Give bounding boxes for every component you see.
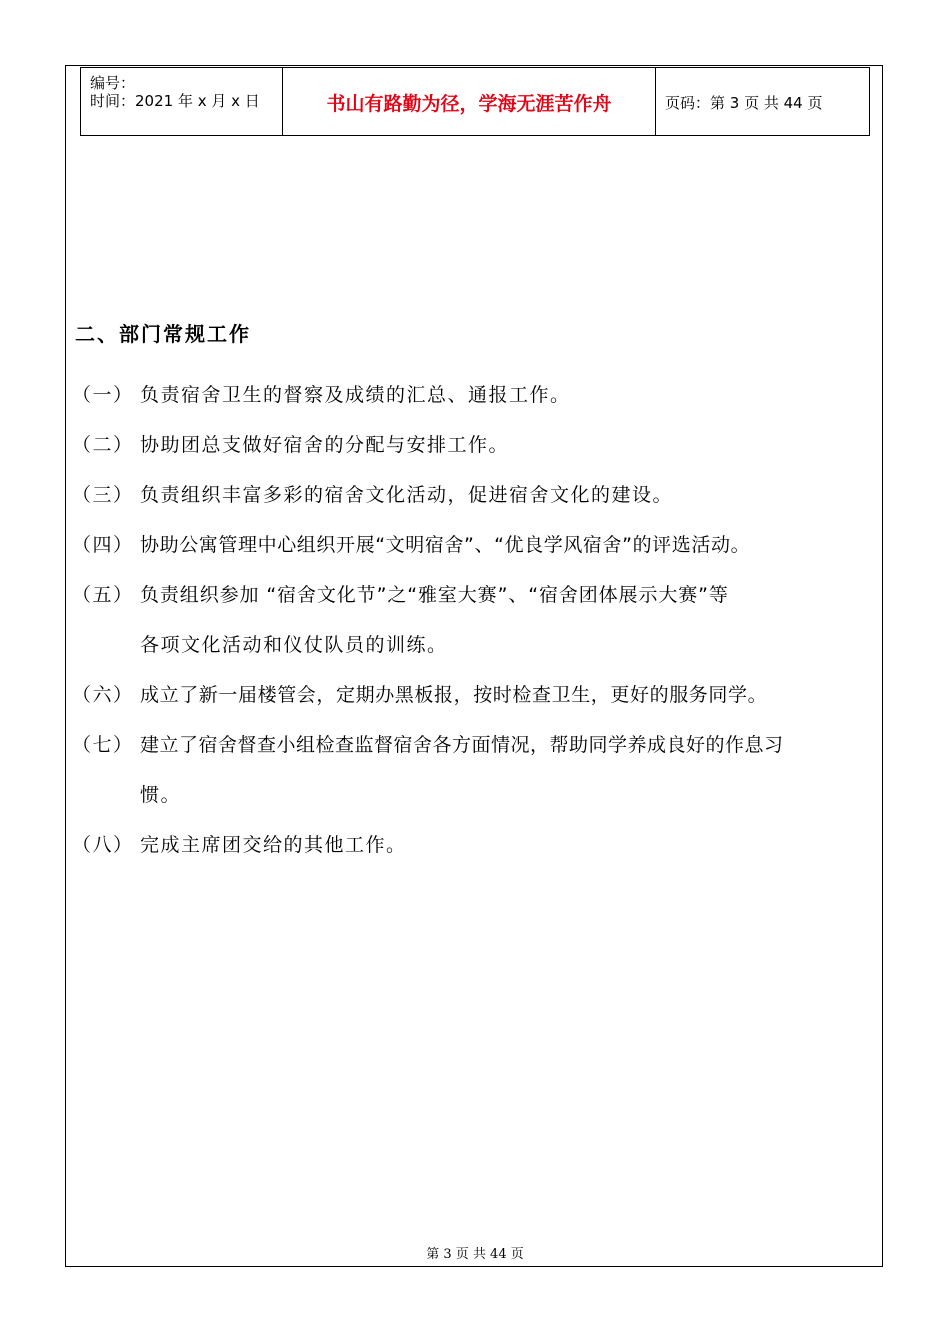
header-meta-cell — [80, 68, 282, 135]
serial-number-label: 编号： — [90, 74, 136, 92]
item-text: 协助团总支做好宿舍的分配与安排工作。 — [140, 434, 510, 456]
item-number: （七） — [72, 734, 134, 756]
date-label: 时间：2021 年 x 月 x 日 — [90, 92, 260, 110]
item-text: 负责组织参加 “宿舍文化节”之“雅室大赛”、“宿舍团体展示大赛”等 — [140, 584, 729, 606]
work-item-list — [72, 370, 880, 870]
item-text: 成立了新一届楼管会，定期办黑板报，按时检查卫生，更好的服务同学。 — [140, 684, 768, 706]
item-number: （三） — [72, 484, 134, 506]
list-item — [72, 470, 880, 520]
item-text: 负责宿舍卫生的督察及成绩的汇总、通报工作。 — [140, 384, 571, 406]
list-item — [72, 570, 880, 670]
list-item — [72, 820, 880, 870]
item-number: （一） — [72, 384, 134, 406]
item-text-continued: 各项文化活动和仪仗队员的训练。 — [140, 634, 448, 656]
list-item — [72, 520, 880, 570]
page-code-label: 页码：第 3 页 共 44 页 — [665, 94, 823, 112]
motto-text: 书山有路勤为径，学海无涯苦作舟 — [326, 93, 612, 115]
item-number: （五） — [72, 584, 134, 606]
item-number: （二） — [72, 434, 134, 456]
header-page-cell — [656, 68, 870, 135]
page-footer: 第 3 页 共 44 页 — [426, 1247, 524, 1262]
section-title: 二、部门常规工作 — [75, 322, 251, 346]
item-number: （六） — [72, 684, 134, 706]
item-text: 完成主席团交给的其他工作。 — [140, 834, 407, 856]
item-number: （八） — [72, 834, 134, 856]
list-item — [72, 720, 880, 820]
item-text: 建立了宿舍督查小组检查监督宿舍各方面情况，帮助同学养成良好的作息习 — [140, 734, 784, 756]
header-right-border — [869, 68, 870, 135]
list-item — [72, 420, 880, 470]
list-item — [72, 370, 880, 420]
item-text: 负责组织丰富多彩的宿舍文化活动，促进宿舍文化的建设。 — [140, 484, 674, 506]
item-text: 协助公寓管理中心组织开展“文明宿舍”、“优良学风宿舍”的评选活动。 — [140, 534, 751, 556]
header-motto-cell — [282, 68, 656, 135]
item-text-continued: 惯。 — [140, 784, 182, 806]
document-header — [80, 67, 870, 136]
list-item — [72, 670, 880, 720]
item-number: （四） — [72, 534, 134, 556]
